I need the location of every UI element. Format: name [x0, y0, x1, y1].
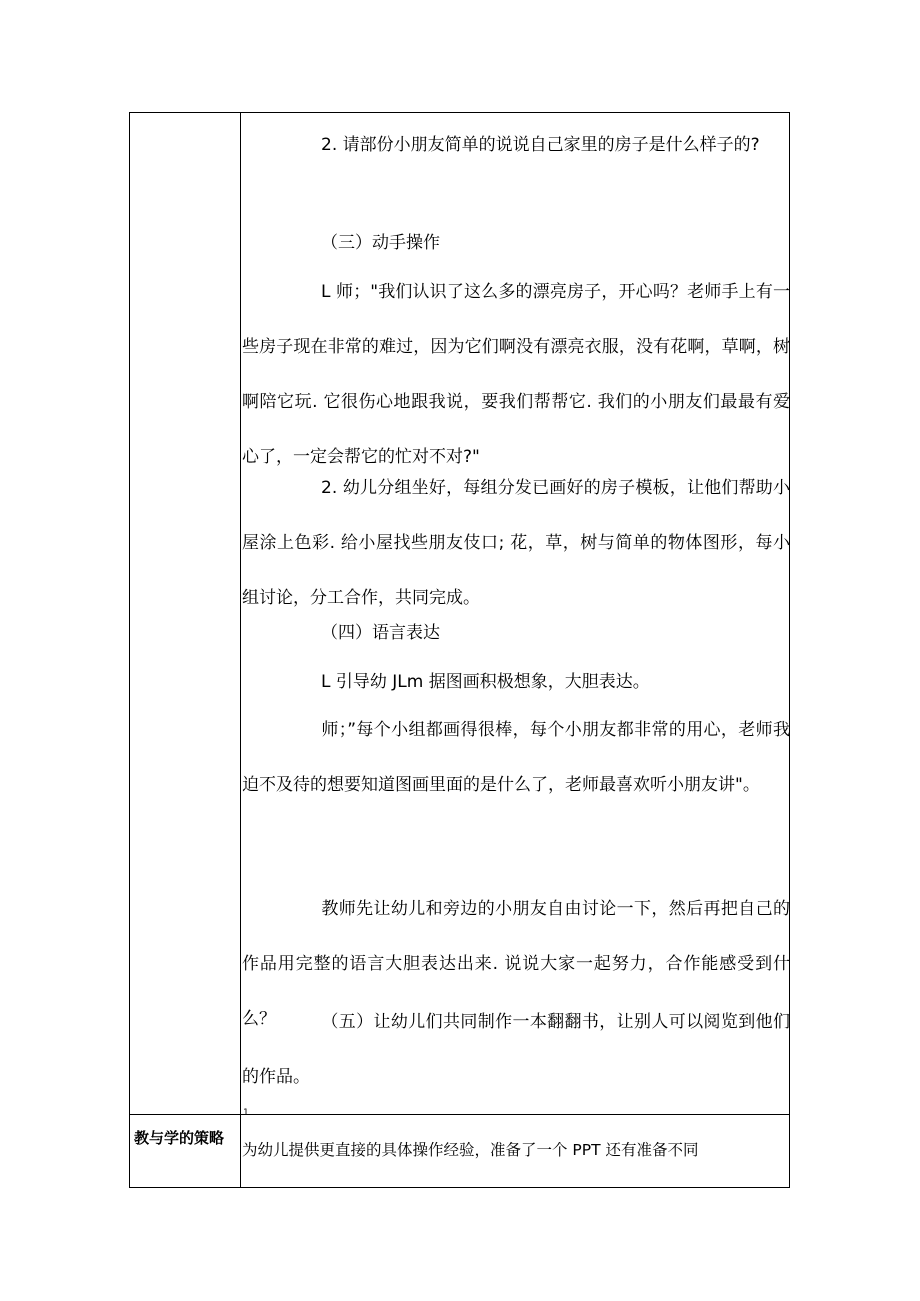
- paragraph-guide-imagination: [242, 655, 790, 710]
- paragraph-flip-book: [242, 995, 790, 1105]
- heading-language-expression: [242, 606, 790, 661]
- paragraph-teacher-intro: [242, 265, 790, 485]
- paragraph-text: 师；”每个小组都画得很棒，每个小朋友都非常的用心，老师我迫不及待的想要知道图画里面的是什么了，老师最喜欢听小朋友讲"。: [242, 720, 790, 795]
- paragraph-teacher-praise: [242, 703, 790, 813]
- paragraph-text: 教师先让幼儿和旁边的小朋友自由讨论一下，然后再把自己的作品用完整的语言大胆表达出来. 说说大家一起努力，合作能感受到什么？: [242, 899, 790, 1029]
- paragraph-text: （五）让幼儿们共同制作一本翻翻书，让别人可以阅览到他们的作品。: [242, 1012, 790, 1087]
- paragraph-text: （四）语言表达: [321, 623, 440, 643]
- paragraph-text: 2. 请部份小朋友简单的说说自己家里的房子是什么样子的?: [321, 135, 760, 155]
- column-divider: [240, 113, 241, 1187]
- paragraph-group-work: [242, 461, 790, 626]
- lesson-table: [129, 112, 790, 1188]
- stray-mark: 1: [243, 1108, 249, 1118]
- paragraph-text: 2. 幼儿分组坐好，每组分发已画好的房子模板，让他们帮助小屋涂上色彩. 给小屋找些朋友伎口; 花，草，树与简单的物体图形，每小组讨论，分工合作，共同完成。: [242, 478, 790, 608]
- paragraph-text: L 引导幼 JLm 据图画积极想象，大胆表达。: [321, 672, 650, 692]
- heading-hands-on: [242, 216, 790, 271]
- paragraph-describe-houses: [242, 118, 790, 173]
- strategy-text: 为幼儿提供更直接的具体操作经验，准备了一个 PPT 还有准备不同: [242, 1141, 699, 1159]
- paragraph-text: L 师；"我们认识了这么多的漂亮房子，开心吗？老师手上有一些房子现在非常的难过，因为它们啊没有漂亮衣服，没有花啊，草啊，树啊陪它玩. 它很伤心地跟我说，要我们帮帮它. 我们的小朋友们最最有爱心了，一定会帮它的忙对不对?": [242, 282, 790, 467]
- paragraph-text: （三）动手操作: [321, 233, 440, 253]
- strategy-label: 教与学的策略: [134, 1129, 225, 1147]
